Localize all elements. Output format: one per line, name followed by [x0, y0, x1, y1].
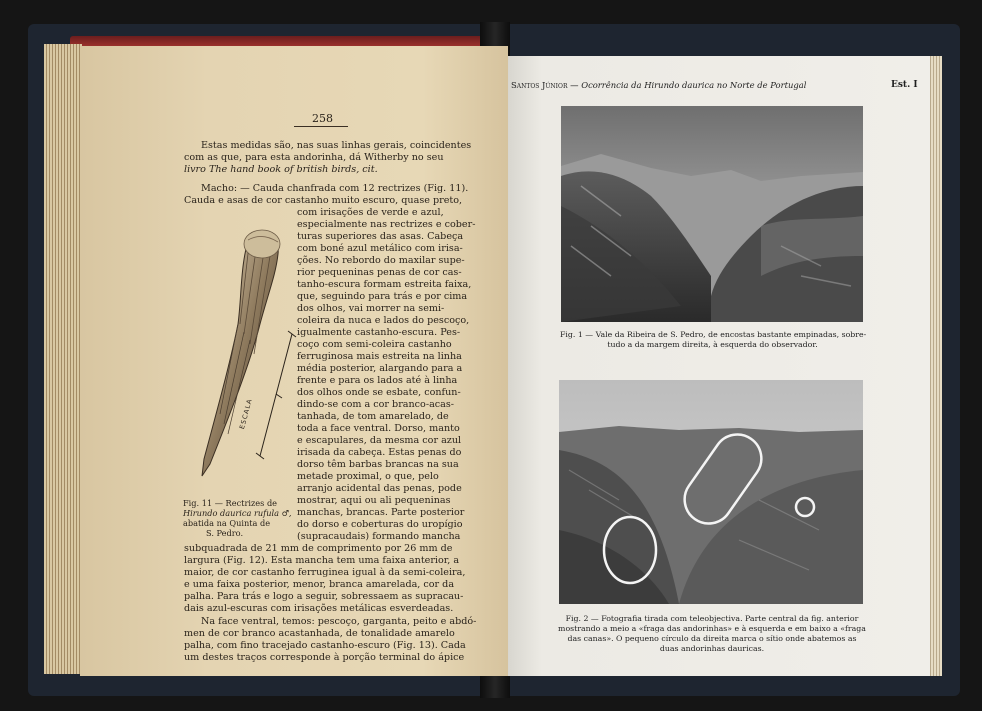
text-line: (supracaudais) formando mancha	[297, 531, 461, 542]
text-line: dos olhos, vai morrer na semi-	[297, 303, 445, 314]
page-stack-right	[928, 56, 942, 676]
text-line: toda a face ventral. Dorso, manto	[297, 423, 460, 434]
page-number-rule	[294, 126, 348, 127]
caption-line: Fig. 2 — Fotografia tirada com teleobjectiva. Parte central da fig. anterior	[565, 614, 859, 623]
text-line: ções. No rebordo do maxilar supe-	[297, 255, 465, 266]
text-line: maior, de cor castanho ferruginea igual à da semi-coleira,	[184, 567, 466, 578]
text-line: com irisações de verde e azul,	[297, 207, 444, 218]
fig1-photo	[561, 106, 863, 322]
text-line: frente e para os lados até à linha	[297, 375, 458, 386]
fig11-wing-illustration	[180, 214, 300, 504]
text-line: dais azul-escuras com irisações metálicas esverdeadas.	[184, 603, 454, 614]
right-page	[508, 56, 930, 676]
text-line: turas superiores das asas. Cabeça	[297, 231, 464, 242]
caption-line: Fig. 1 — Vale da Ribeira de S. Pedro, de encostas bastante empinadas, sobre-	[560, 330, 867, 339]
caption-line: Hirundo daurica rufula ♂,	[183, 508, 292, 518]
fig2-photo	[559, 380, 863, 604]
page-stack-left	[44, 44, 82, 674]
text-line: dindo-se com a cor branco-acas-	[297, 399, 455, 410]
caption-line: abatida na Quinta de	[183, 518, 271, 528]
text-line: coço com semi-coleira castanho	[297, 339, 452, 350]
text-line: livro The hand book of british birds, cit.	[184, 164, 378, 175]
text-line: Macho: — Cauda chanfrada com 12 rectrizes (Fig. 11).	[201, 183, 469, 194]
plate-label: Est. I	[891, 80, 918, 90]
text-line: igualmente castanho-escura. Pes-	[297, 327, 461, 338]
text-line: coleira da nuca e lados do pescoço,	[297, 315, 470, 326]
text-line: com boné azul metálico com irisa-	[297, 243, 463, 254]
text-line: com as que, para esta andorinha, dá Witherby no seu	[184, 152, 444, 163]
text-line: do dorso e coberturas do uropígio	[297, 519, 463, 530]
header-title: — Ocorrência da Hirundo daurica no Norte de Portugal	[567, 80, 807, 90]
text-line: Na face ventral, temos: pescoço, garganta, peito e abdó-	[201, 616, 477, 627]
text-line: especialmente nas rectrizes e cober-	[297, 219, 476, 230]
text-line: mostrar, aqui ou ali pequeninas	[297, 495, 451, 506]
caption-line: mostrando a meio a «fraga das andorinhas» e à esquerda e em baixo a «fraga	[558, 624, 866, 633]
page-number: 258	[312, 112, 333, 125]
text-line: que, seguindo para trás e por cima	[297, 291, 468, 302]
text-line: média posterior, alargando para a	[297, 363, 463, 374]
caption-line: Fig. 11 — Rectrizes de	[183, 498, 278, 508]
text-line: men de cor branco acastanhada, de tonalidade amarelo	[184, 628, 455, 639]
text-line: irisada da cabeça. Estas penas do	[297, 447, 462, 458]
text-line: palha. Para trás e logo a seguir, sobressaem as supracau-	[184, 591, 464, 602]
text-line: largura (Fig. 12). Esta mancha tem uma faixa anterior, a	[184, 555, 460, 566]
caption-line: das canas». O pequeno círculo da direita marca o sítio onde abatemos as	[567, 634, 857, 643]
text-line: ferruginosa mais estreita na linha	[297, 351, 462, 362]
text-line: manchas, brancas. Parte posterior	[297, 507, 465, 518]
caption-line: S. Pedro.	[206, 528, 244, 538]
text-line: arranjo acidental das penas, pode	[297, 483, 462, 494]
running-header	[511, 80, 806, 90]
text-line: palha, com fino tracejado castanho-escuro (Fig. 13). Cada	[184, 640, 466, 651]
text-line: dos olhos onde se esbate, confun-	[297, 387, 461, 398]
text-line: metade proximal, o que, pelo	[297, 471, 439, 482]
text-line: um destes traços corresponde à porção terminal do ápice	[184, 652, 465, 663]
text-line: subquadrada de 21 mm de comprimento por 26 mm de	[184, 543, 453, 554]
text-line: tanhada, de tom amarelado, de	[297, 411, 449, 422]
text-line: Cauda e asas de cor castanho muito escuro, quase preto,	[184, 195, 463, 206]
text-line: Estas medidas são, nas suas linhas gerais, coincidentes	[201, 140, 472, 151]
text-line: tanho-escura formam estreita faixa,	[297, 279, 472, 290]
caption-line: tudo a da margem direita, à esquerda do observador.	[607, 340, 818, 349]
caption-line: duas andorinhas dauricas.	[659, 644, 765, 653]
text-line: rior pequeninas penas de cor cas-	[297, 267, 462, 278]
text-line: e escapulares, da mesma cor azul	[297, 435, 462, 446]
text-line: dorso têm barbas brancas na sua	[297, 459, 459, 470]
scale-label: ESCALA	[238, 397, 254, 431]
header-author: Santos Júnior	[511, 80, 568, 90]
text-line: e uma faixa posterior, menor, branca amarelada, cor da	[184, 579, 455, 590]
left-page	[80, 46, 508, 676]
